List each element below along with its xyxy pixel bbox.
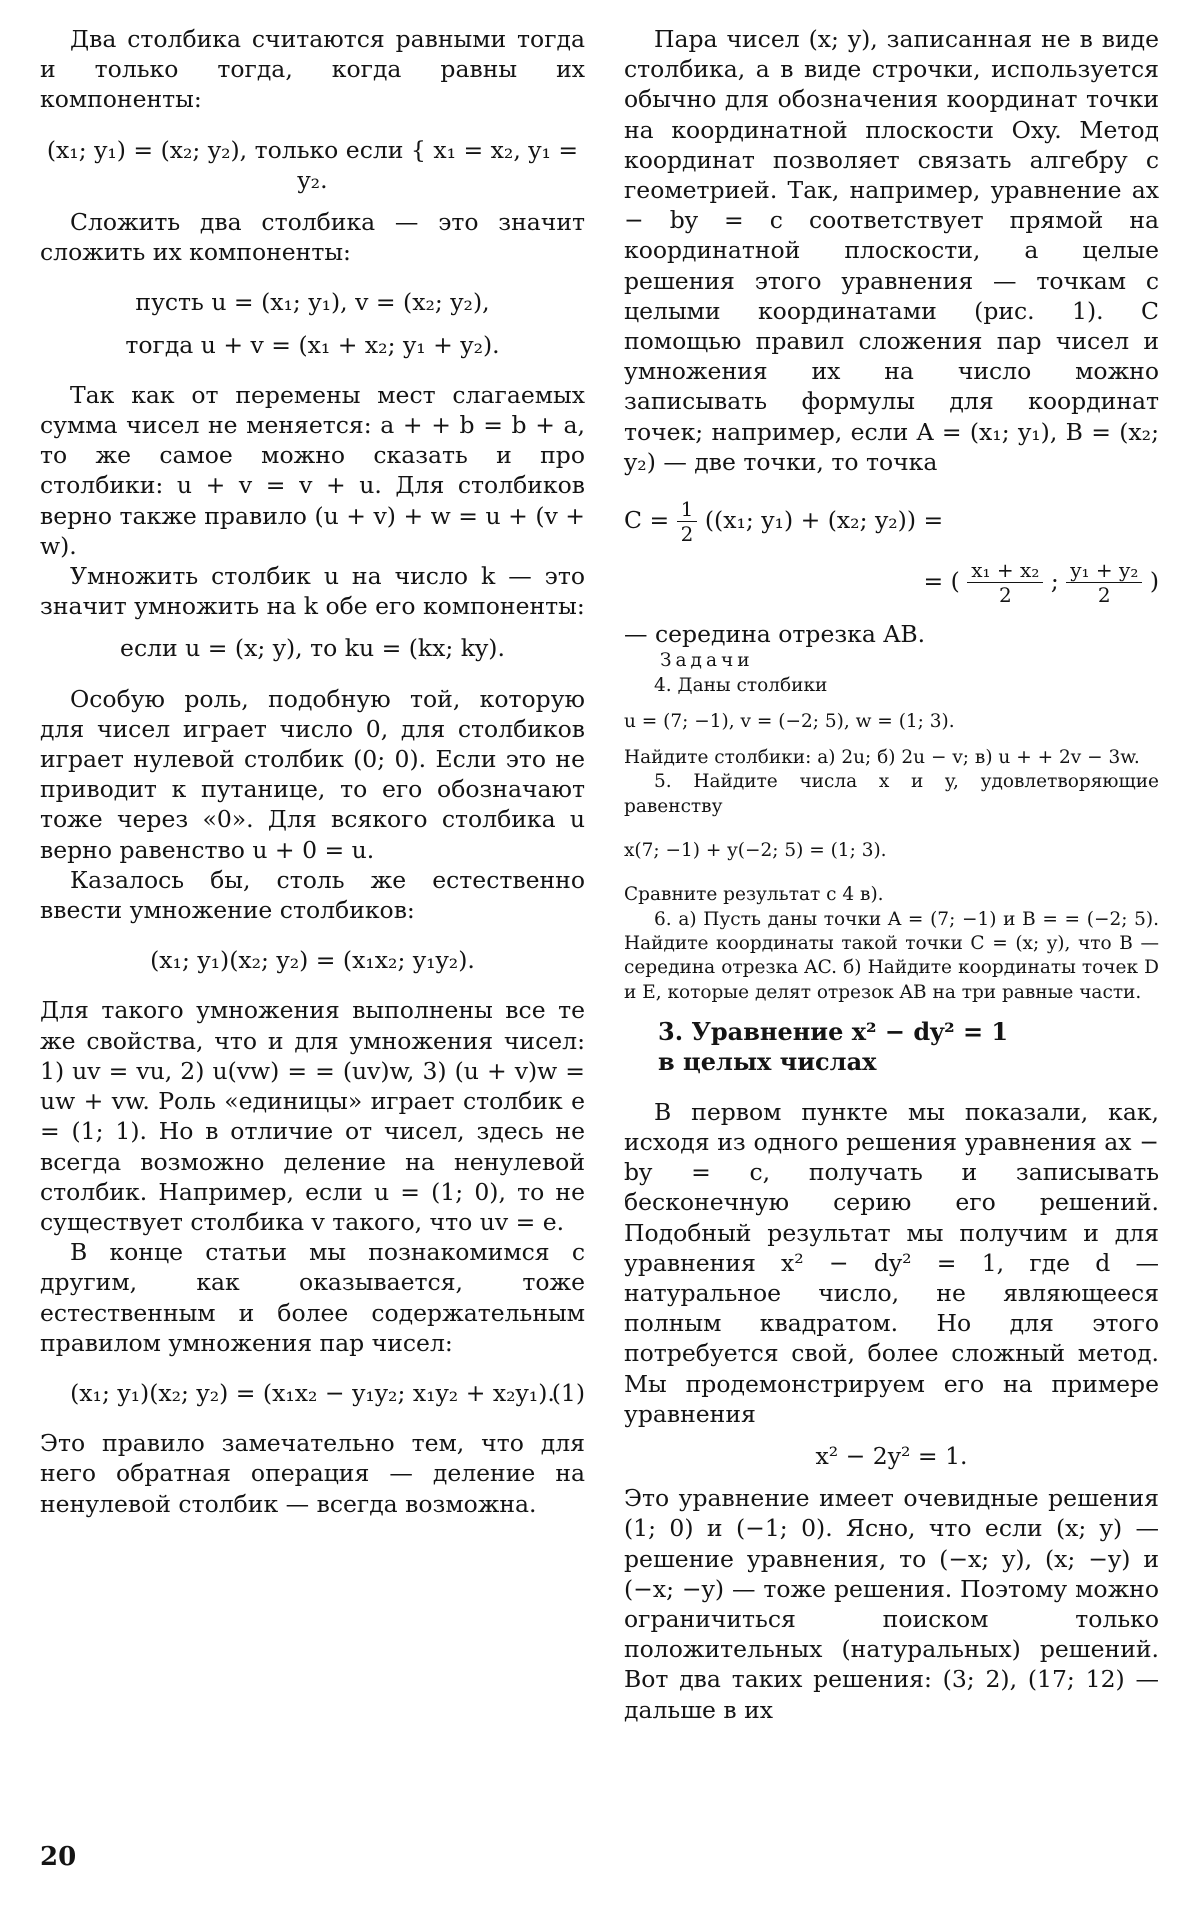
- paragraph: Для такого умножения выполнены все те же свойства, что и для умножения чисел: 1) uv = vu, 2) u(vw) = = (uv)w, 3) (u + v)w = uw + vw. Роль «единицы» играет столбик e = (1; 1). Но в отличие от чисел, здесь не всегда возможно деление на ненулевой столбик. Например, если u = (1; 0), то не существует столбика v такого, что uv = e.: [40, 996, 585, 1236]
- page-number: 20: [40, 1842, 77, 1872]
- paragraph: В первом пункте мы показали, как, исходя из одного решения уравнения ax − by = c, получать и записывать бесконечную серию его решений. Подобный результат мы получим и для уравнения x² − dy² = 1, где d — натуральное число, не являющееся полным квадратом. Но для этого потребуется свой, более сложный метод. Мы продемонстрируем его на примере уравнения: [624, 1097, 1159, 1428]
- paragraph: Умножить столбик u на число k — это значит умножить на k обе его компоненты:: [40, 562, 585, 621]
- paragraph: — середина отрезка AB.: [624, 620, 926, 649]
- equation: тогда u + v = (x₁ + x₂; y₁ + y₂).: [125, 330, 500, 359]
- equation: [624, 558, 1159, 607]
- equation: если u = (x; y), то ku = (kx; ky).: [120, 634, 505, 663]
- numbered-equation: [40, 1378, 585, 1408]
- section-title: 3. Уравнение x² − dy² = 1: [658, 1016, 1009, 1046]
- task-equation: u = (7; −1), v = (−2; 5), w = (1; 3).: [624, 710, 955, 732]
- paragraph: Так как от перемены мест слагаемых сумма чисел не меняется: a + + b = b + a, то же самое можно сказать и про столбики: u + v = v + u. Для столбиков верно также правило (u + v) + w = u + (v + w).: [40, 380, 585, 560]
- right-column: [624, 24, 1159, 1725]
- paragraph: Это правило замечательно тем, что для него обратная операция — деление на ненулевой столбик — всегда возможна.: [40, 1429, 585, 1518]
- fraction-denominator: 2: [680, 522, 694, 547]
- equation-rest: ((x₁; y₁) + (x₂; y₂)) =: [704, 506, 944, 535]
- equation-lhs: C =: [624, 506, 670, 535]
- paragraph: Пара чисел (x; y), записанная не в виде столбика, а в виде строчки, используется обычно для обозначения координат точки на координатной плоскости Oxy. Метод координат позволяет связать алгебру с геометрией. Так, например, уравнение ax − by = c соответствует прямой на координатной плоскости, а целые решения этого уравнения — точкам с целыми координатами (рис. 1). С помощью правил сложения пар чисел и умножения их на число можно записывать формулы для координат точек; например, если A = (x₁; y₁), B = (x₂; y₂) — две точки, то точка: [624, 25, 1159, 476]
- paragraph: Это уравнение имеет очевидные решения (1; 0) и (−1; 0). Ясно, что если (x; y) — решение уравнения, то (−x; y), (x; −y) и (−x; −y) — тоже решения. Поэтому можно ограничиться поиском только положительных (натуральных) решений. Вот два таких решения: (3; 2), (17; 12) — дальше в их: [624, 1484, 1159, 1724]
- equation: пусть u = (x₁; y₁), v = (x₂; y₂),: [135, 288, 490, 317]
- fraction: [967, 558, 1043, 607]
- fraction-numerator: x₁ + x₂: [967, 558, 1043, 583]
- fraction-denominator: 2: [1097, 583, 1111, 608]
- task-equation: x(7; −1) + y(−2; 5) = (1; 3).: [624, 840, 887, 862]
- task-5-compare: Сравните результат с 4 в).: [624, 884, 884, 906]
- equation-part: = (: [923, 567, 960, 596]
- fraction-numerator: 1: [677, 497, 698, 522]
- paragraph: Сложить два столбика — это значит сложить их компоненты:: [40, 208, 585, 267]
- equation: (x₁; y₁) = (x₂; y₂), только если { x₁ = x₂, y₁ = y₂.: [46, 135, 579, 194]
- equation: (x₁; y₁)(x₂; y₂) = (x₁x₂ − y₁y₂; x₁y₂ + x₂y₁).: [70, 1378, 555, 1407]
- equation: [624, 497, 1159, 546]
- paragraph: В конце статьи мы познакомимся с другим, как оказывается, тоже естественным и более содержательным правилом умножения пар чисел:: [40, 1238, 585, 1357]
- fraction: [677, 497, 698, 546]
- task-5: 5. Найдите числа x и y, удовлетворяющие равенству: [624, 771, 1159, 817]
- paragraph: Казалось бы, столь же естественно ввести умножение столбиков:: [40, 865, 585, 925]
- fraction: [1066, 558, 1142, 607]
- equation-part: ): [1149, 567, 1159, 596]
- task-6: 6. а) Пусть даны точки A = (7; −1) и B = = (−2; 5). Найдите координаты такой точки C = (x; y), что B — середина отрезка AC. б) Найдите координаты точек D и E, которые делят отрезок AB на три равные части.: [624, 908, 1159, 1003]
- paragraph: Особую роль, подобную той, которую для чисел играет число 0, для столбиков играет нулевой столбик (0; 0). Если это не приводит к путанице, то его обозначают тоже через «0». Для всякого столбика u верно равенство u + 0 = u.: [40, 684, 585, 864]
- equation: (x₁; y₁)(x₂; y₂) = (x₁x₂; y₁y₂).: [150, 946, 475, 975]
- fraction-denominator: 2: [998, 583, 1012, 608]
- paragraph: Два столбика считаются равными тогда и только тогда, когда равны их компоненты:: [40, 25, 585, 114]
- equation-part: ;: [1050, 567, 1059, 596]
- fraction-numerator: y₁ + y₂: [1066, 558, 1142, 583]
- tasks-heading: Задачи: [660, 650, 754, 672]
- task-4-question: Найдите столбики: а) 2u; б) 2u − v; в) u + + 2v − 3w.: [624, 747, 1140, 769]
- equation: x² − 2y² = 1.: [815, 1442, 968, 1471]
- section-title: в целых числах: [658, 1046, 877, 1076]
- equation-number: (1): [551, 1378, 585, 1407]
- left-column: [40, 24, 585, 1519]
- task-4: 4. Даны столбики: [654, 674, 828, 696]
